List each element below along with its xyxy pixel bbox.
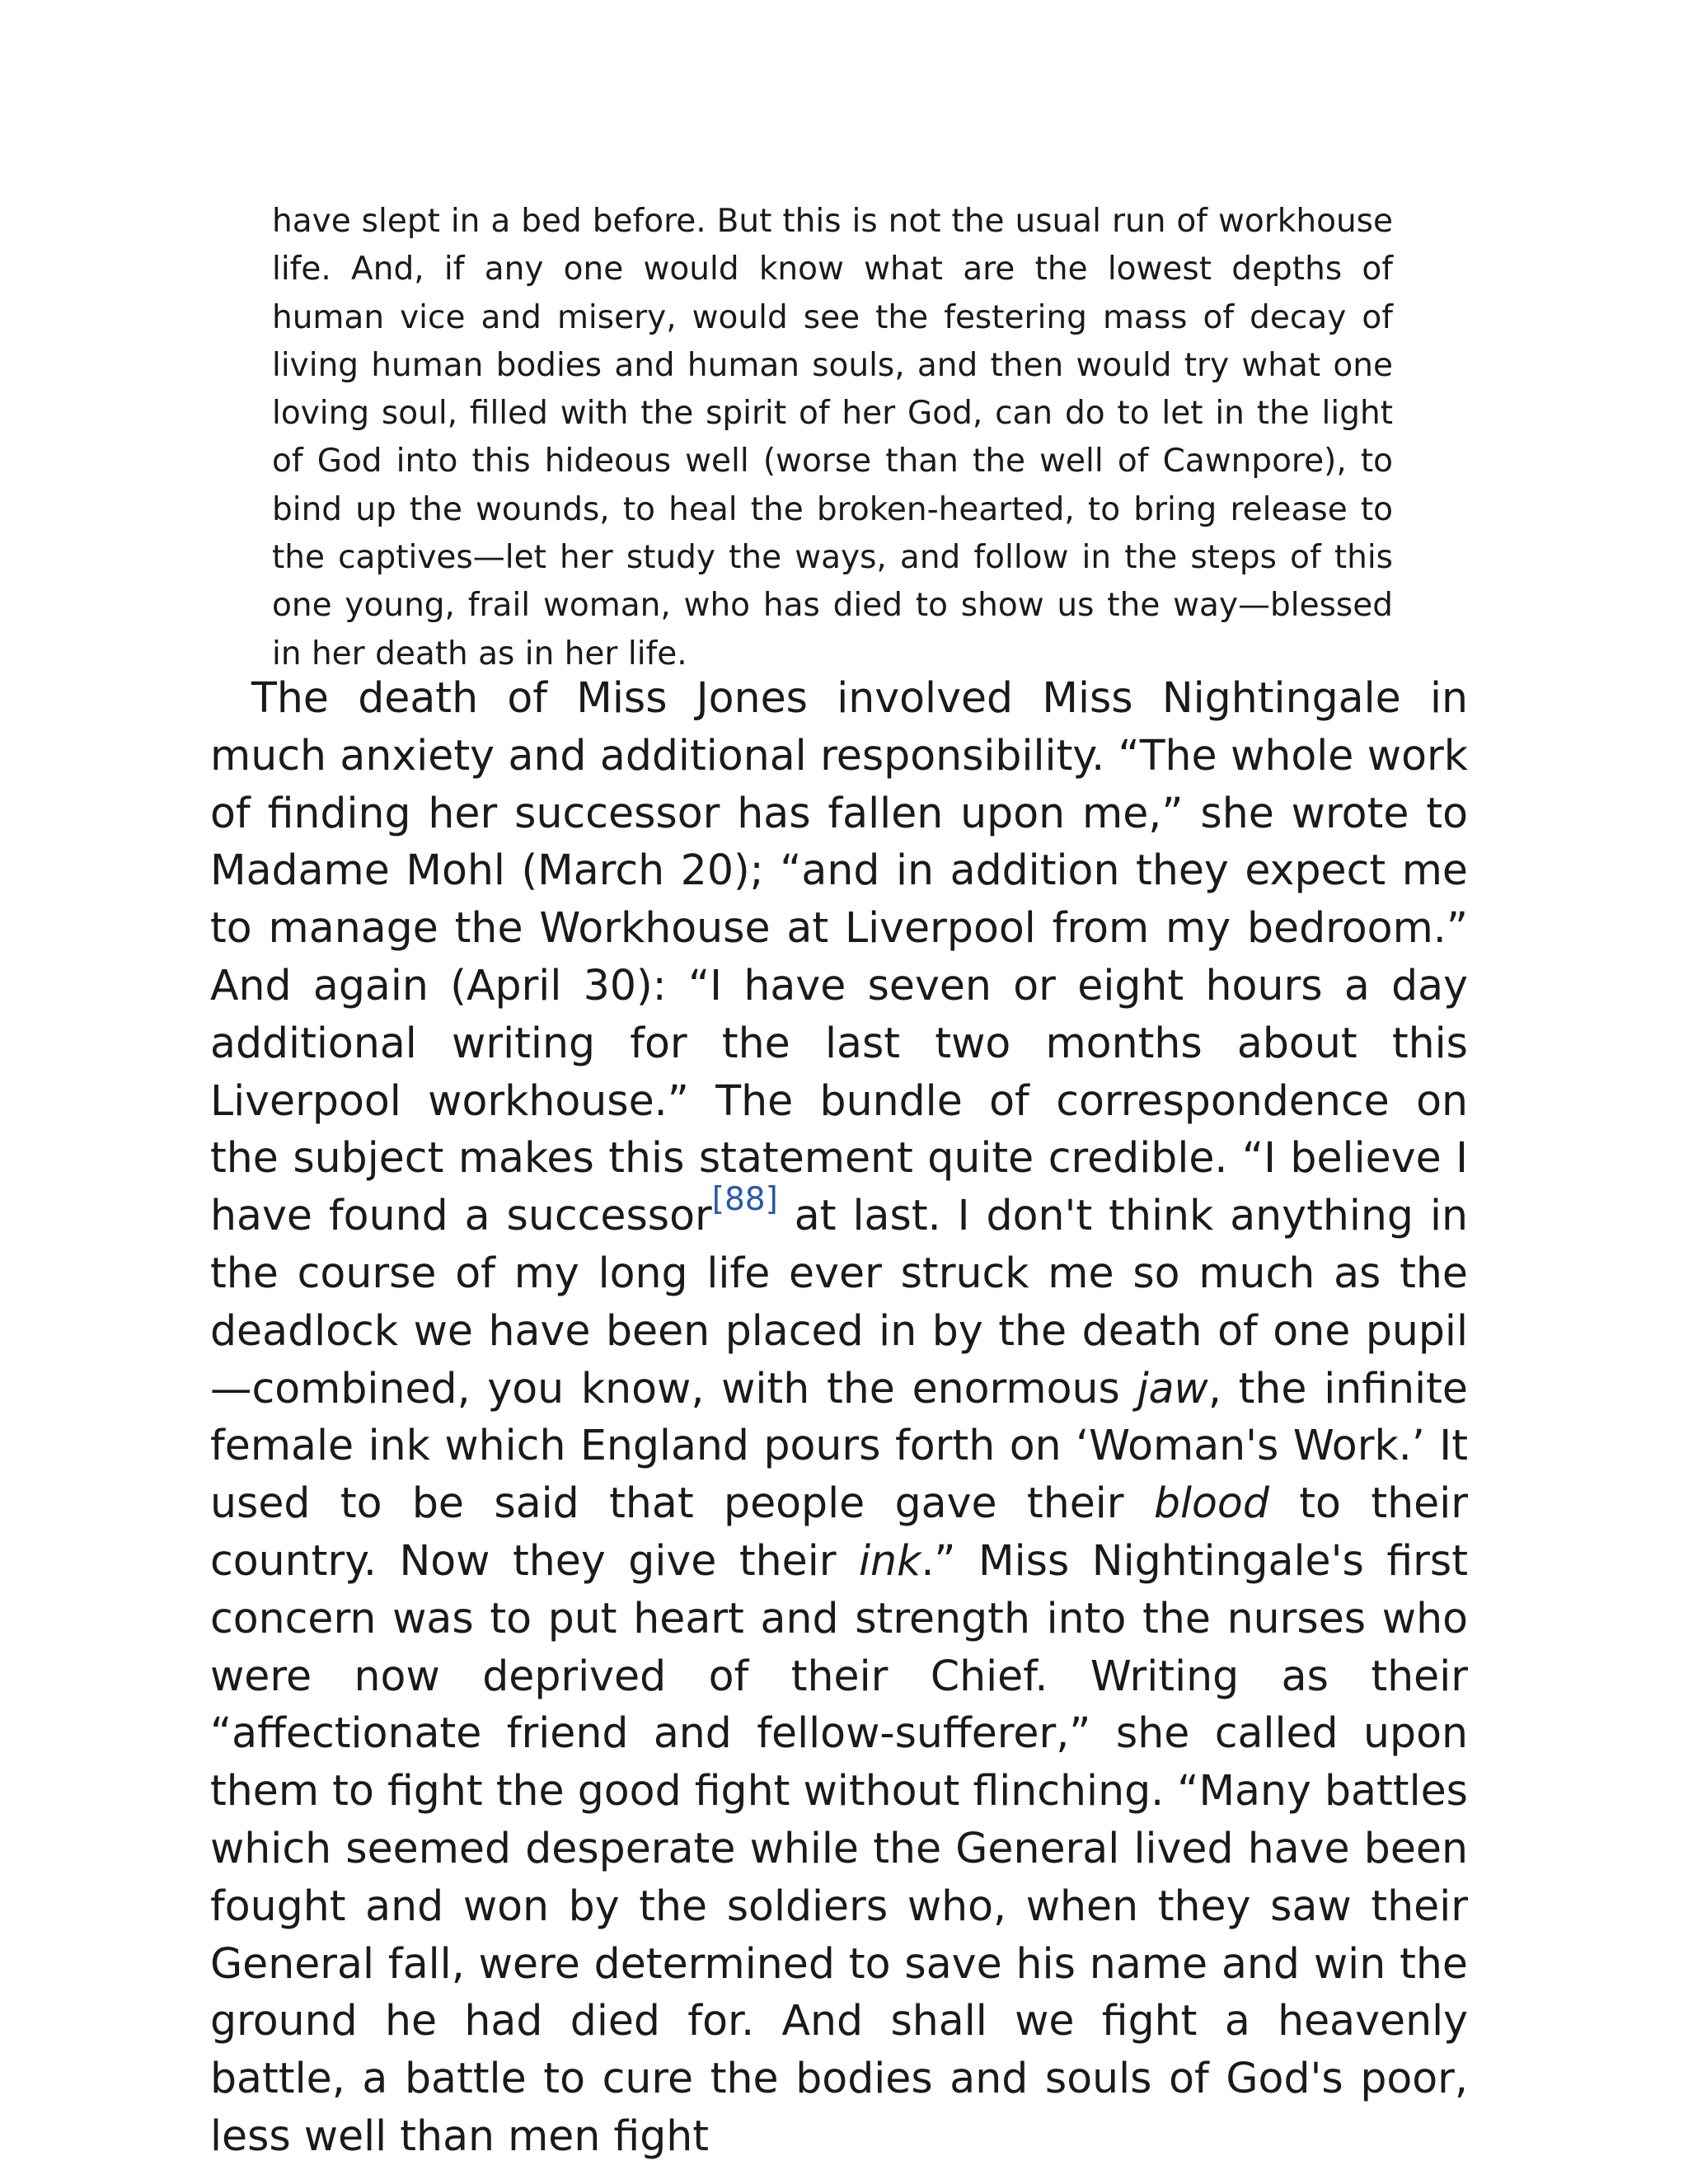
body-paragraph bbox=[210, 669, 1468, 2165]
block-quote bbox=[272, 198, 1393, 678]
emphasis-ink: ink bbox=[859, 1535, 921, 1585]
paragraph-text-3: , the infinite female ink which England pours forth on ‘Woman's Work.’ It used to be said that people gave their bbox=[210, 1363, 1468, 1528]
paragraph-text-4: to their country. Now they give their bbox=[210, 1479, 1468, 1585]
paragraph-text-1: The death of Miss Jones involved Miss Nightingale in much anxiety and additional responsibility. “The whole work of finding her successor has fallen upon me,” she wrote to Madame Mohl (March 20); “and in addition they expect me to manage the Workhouse at Liverpool from my bedroom.” And again (April 30): “I have seven or eight hours a day additional writing for the last two months about this Liverpool workhouse.” The bundle of correspondence on the subject makes this statement quite credible. “I believe I have found a successor bbox=[210, 673, 1468, 1240]
paragraph-text-5: .” Miss Nightingale's first concern was to put heart and strength into the nurses who were now deprived of their Chief. Writing as their “affectionate friend and fellow-sufferer,” she called upon them to fight the good fight without flinching. “Many battles which seemed desperate while the General lived have been fought and won by the soldiers who, when they saw their General fall, were determined to save his name and win the ground he had died for. And shall we fight a heavenly battle, a battle to cure the bodies and souls of God's poor, less well than men fight bbox=[210, 1535, 1469, 2160]
quote-text: have slept in a bed before. But this is not the usual run of workhouse life. And, if any one would know what are the lowest depths of human vice and misery, would see the festering mass of decay of living human bodies and human souls, and then would try what one loving soul, filled with the spirit of her God, can do to let in the light of God into this hideous well (worse than the well of Cawnpore), to bind up the wounds, to heal the broken-hearted, to bring release to the captives—let her study the ways, and follow in the steps of this one young, frail woman, who has died to show us the way—blessed in her death as in her life. bbox=[272, 203, 1393, 673]
emphasis-jaw: jaw bbox=[1137, 1363, 1208, 1413]
paragraph-text-2: at last. I don't think anything in the course of my long life ever struck me so much as the deadlock we have been placed in by the death of one pupil—combined, you know, with the enormous bbox=[210, 1191, 1468, 1413]
footnote-link-88[interactable]: [88] bbox=[711, 1181, 778, 1219]
emphasis-blood: blood bbox=[1153, 1479, 1269, 1528]
